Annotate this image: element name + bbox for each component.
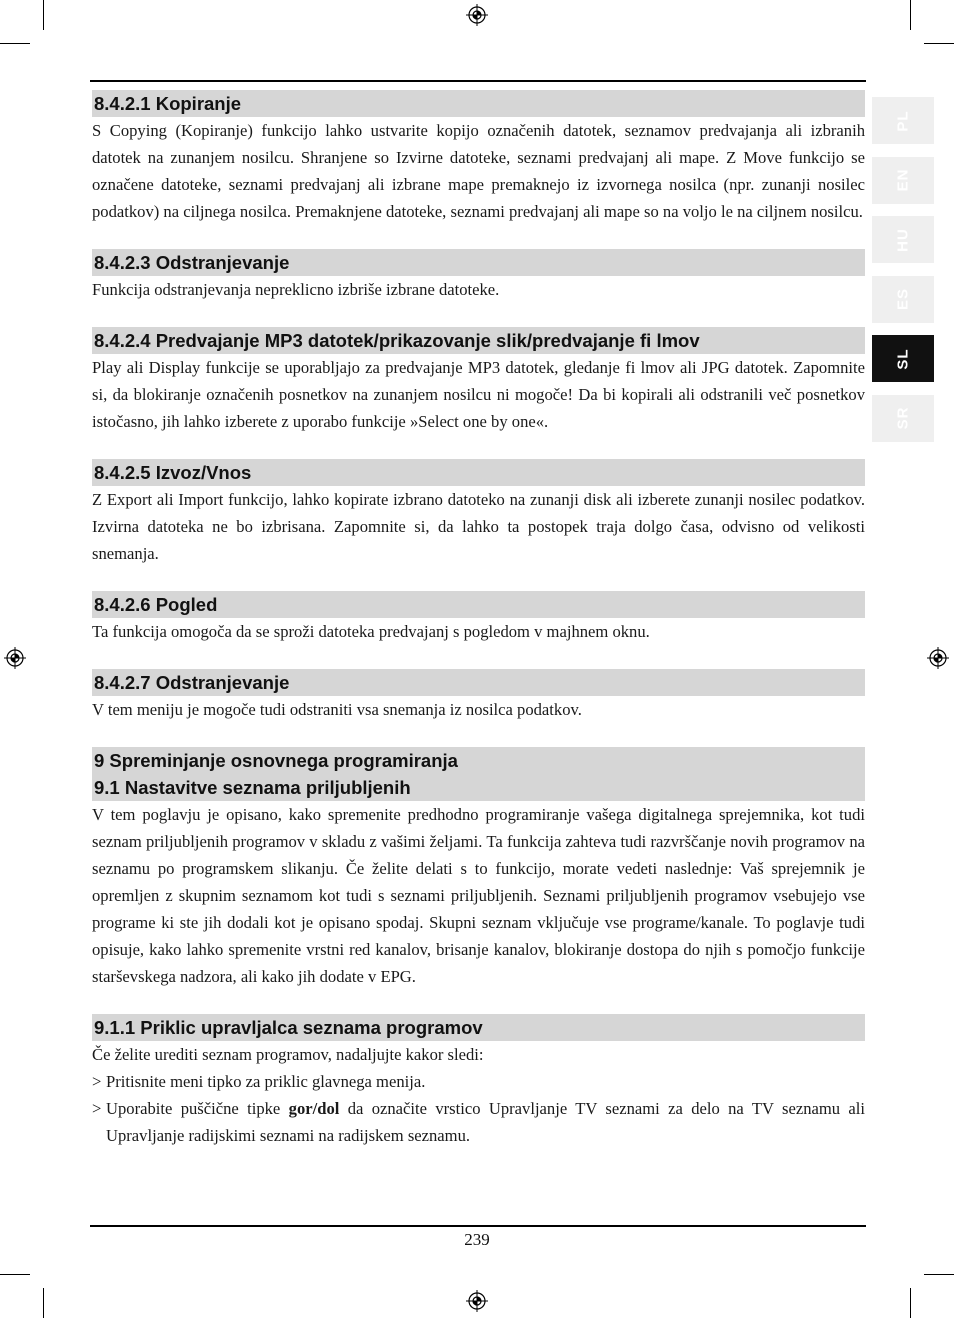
step-item (92, 1068, 865, 1095)
section-odstranjevanje (92, 249, 865, 303)
language-tab-en[interactable] (872, 157, 934, 204)
registration-mark-icon (927, 647, 949, 669)
section-priklic (92, 1014, 865, 1149)
section-heading: 8.4.2.3 Odstranjevanje (92, 249, 865, 276)
step-text: Pritisnite meni tipko za priklic glavnega menija. (106, 1072, 426, 1091)
step-key-name: gor/dol (288, 1099, 340, 1118)
language-tabs (872, 97, 934, 454)
section-predvajanje (92, 327, 865, 435)
crop-mark (924, 1274, 954, 1275)
section-heading: 8.4.2.5 Izvoz/Vnos (92, 459, 865, 486)
section-heading: 9.1.1 Priklic upravljalca seznama programov (92, 1014, 865, 1041)
crop-mark (0, 43, 30, 44)
language-tab-sr[interactable] (872, 395, 934, 442)
subchapter-title: 9.1 Nastavitve seznama priljubljenih (94, 777, 411, 798)
language-tab-hu[interactable] (872, 216, 934, 263)
section-heading: 8.4.2.6 Pogled (92, 591, 865, 618)
language-tab-pl[interactable] (872, 97, 934, 144)
crop-mark (910, 0, 911, 30)
crop-mark (43, 0, 44, 30)
section-izvoz (92, 459, 865, 567)
bottom-rule (90, 1225, 866, 1227)
tab-label: SL (894, 347, 912, 370)
chapter-body: V tem poglavju je opisano, kako spremenite predhodno programiranje vašega digitalnega sprejemnika, kot tudi seznam priljubljenih programov v skladu z vašimi željami. Ta funkcija zahteva tudi razvrščanje novih programov na seznamu po programskem slikanju. Če želite delati s to funkcijo, morate vedeti naslednje: Vaš sprejemnik je opremljen z skupnim seznamom kot tudi s seznami priljubljenih. Seznami priljubljenih programov vsebujejo vse programe ki ste jih dodali kot je opisano spodaj. Skupni seznam vključuje vse programe/kanale. To poglavje tudi opisuje, kako lahko spremenite vrstni red kanalov, brisanje kanalov, blokiranje dostopa do njih s pomočjo funkcije starševskega nadzora, ali kako jih dodate v EPG. (92, 805, 865, 986)
section-odstranjevanje-vseh (92, 669, 865, 723)
step-text (106, 1095, 865, 1149)
section-heading: 8.4.2.4 Predvajanje MP3 datotek/prikazovanje slik/predvajanje fi lmov (92, 327, 865, 354)
section-body: Z Export ali Import funkcijo, lahko kopirate izbrano datoteko na zunanji disk ali izberete zunanji nosilec podatkov. Izvirna datoteka ne bo izbrisana. Zapomnite si, da lahko ta postopek traja dolgo časa, odvisno od velikosti snemanja. (92, 490, 865, 563)
section-body: Play ali Display funkcije se uporabljajo za predvajanje MP3 datotek, gledanje fi lmov ali JPG datotek. Zapomnite si, da blokiranje označenih posnetkov na zunanjem nosilcu ni mogoče! Da bi kopirali ali odstranili več posnetkov istočasno, jih lahko izberete z uporabo funkcije »Select one by one«. (92, 358, 865, 431)
page-content (92, 90, 865, 1149)
crop-mark (43, 1288, 44, 1318)
chapter-9 (92, 747, 865, 990)
registration-mark-icon (4, 647, 26, 669)
section-body: Funkcija odstranjevanja nepreklicno izbriše izbrane datoteke. (92, 280, 500, 299)
section-heading: 8.4.2.1 Kopiranje (92, 90, 865, 117)
language-tab-es[interactable] (872, 276, 934, 323)
crop-mark (924, 43, 954, 44)
section-kopiranje (92, 90, 865, 225)
chapter-title: 9 Spreminjanje osnovnega programiranja (94, 750, 458, 771)
language-tab-sl[interactable] (872, 335, 934, 382)
tab-label: SR (894, 406, 912, 430)
step-text-post: da označite vrstico Upravljanje TV seznami za delo na TV seznamu ali Upravljanje radijskimi seznami na radijskem seznamu. (106, 1099, 865, 1145)
tab-label: ES (894, 287, 912, 311)
section-body: V tem meniju je mogoče tudi odstraniti vsa snemanja iz nosilca podatkov. (92, 700, 582, 719)
registration-mark-icon (466, 4, 488, 26)
bullet-mark: > (92, 1099, 102, 1118)
tab-label: PL (894, 109, 912, 132)
bullet-mark: > (92, 1072, 102, 1091)
section-body: Ta funkcija omogoča da se sproži datoteka predvajanj s pogledom v majhnem oknu. (92, 622, 650, 641)
step-item (92, 1095, 865, 1149)
tab-label: HU (894, 227, 912, 252)
registration-mark-icon (466, 1290, 488, 1312)
page-number: 239 (464, 1230, 490, 1249)
step-text-pre: Uporabite puščične tipke (106, 1099, 289, 1118)
top-rule (90, 80, 866, 82)
chapter-heading (92, 747, 865, 801)
crop-mark (910, 1288, 911, 1318)
tab-label: EN (894, 168, 912, 192)
section-heading: 8.4.2.7 Odstranjevanje (92, 669, 865, 696)
crop-mark (0, 1274, 30, 1275)
section-intro: Če želite urediti seznam programov, nadaljujte kakor sledi: (92, 1045, 484, 1064)
section-pogled (92, 591, 865, 645)
section-body: S Copying (Kopiranje) funkcijo lahko ustvarite kopijo označenih datotek, seznamov predvajanja ali izbranih datotek na zunanjem nosilcu. Shranjene so Izvirne datoteke, seznami predvajanj ali mape. Z Move funkcijo se označene datoteke, seznami predvajanj ali izbrane mape premaknejo iz izvornega nosilca (npr. zunanji nosilec podatkov) na ciljnega nosilca. Premaknjene datoteke, seznami predvajanj ali mape so na voljo le na ciljnem nosilcu. (92, 121, 865, 221)
